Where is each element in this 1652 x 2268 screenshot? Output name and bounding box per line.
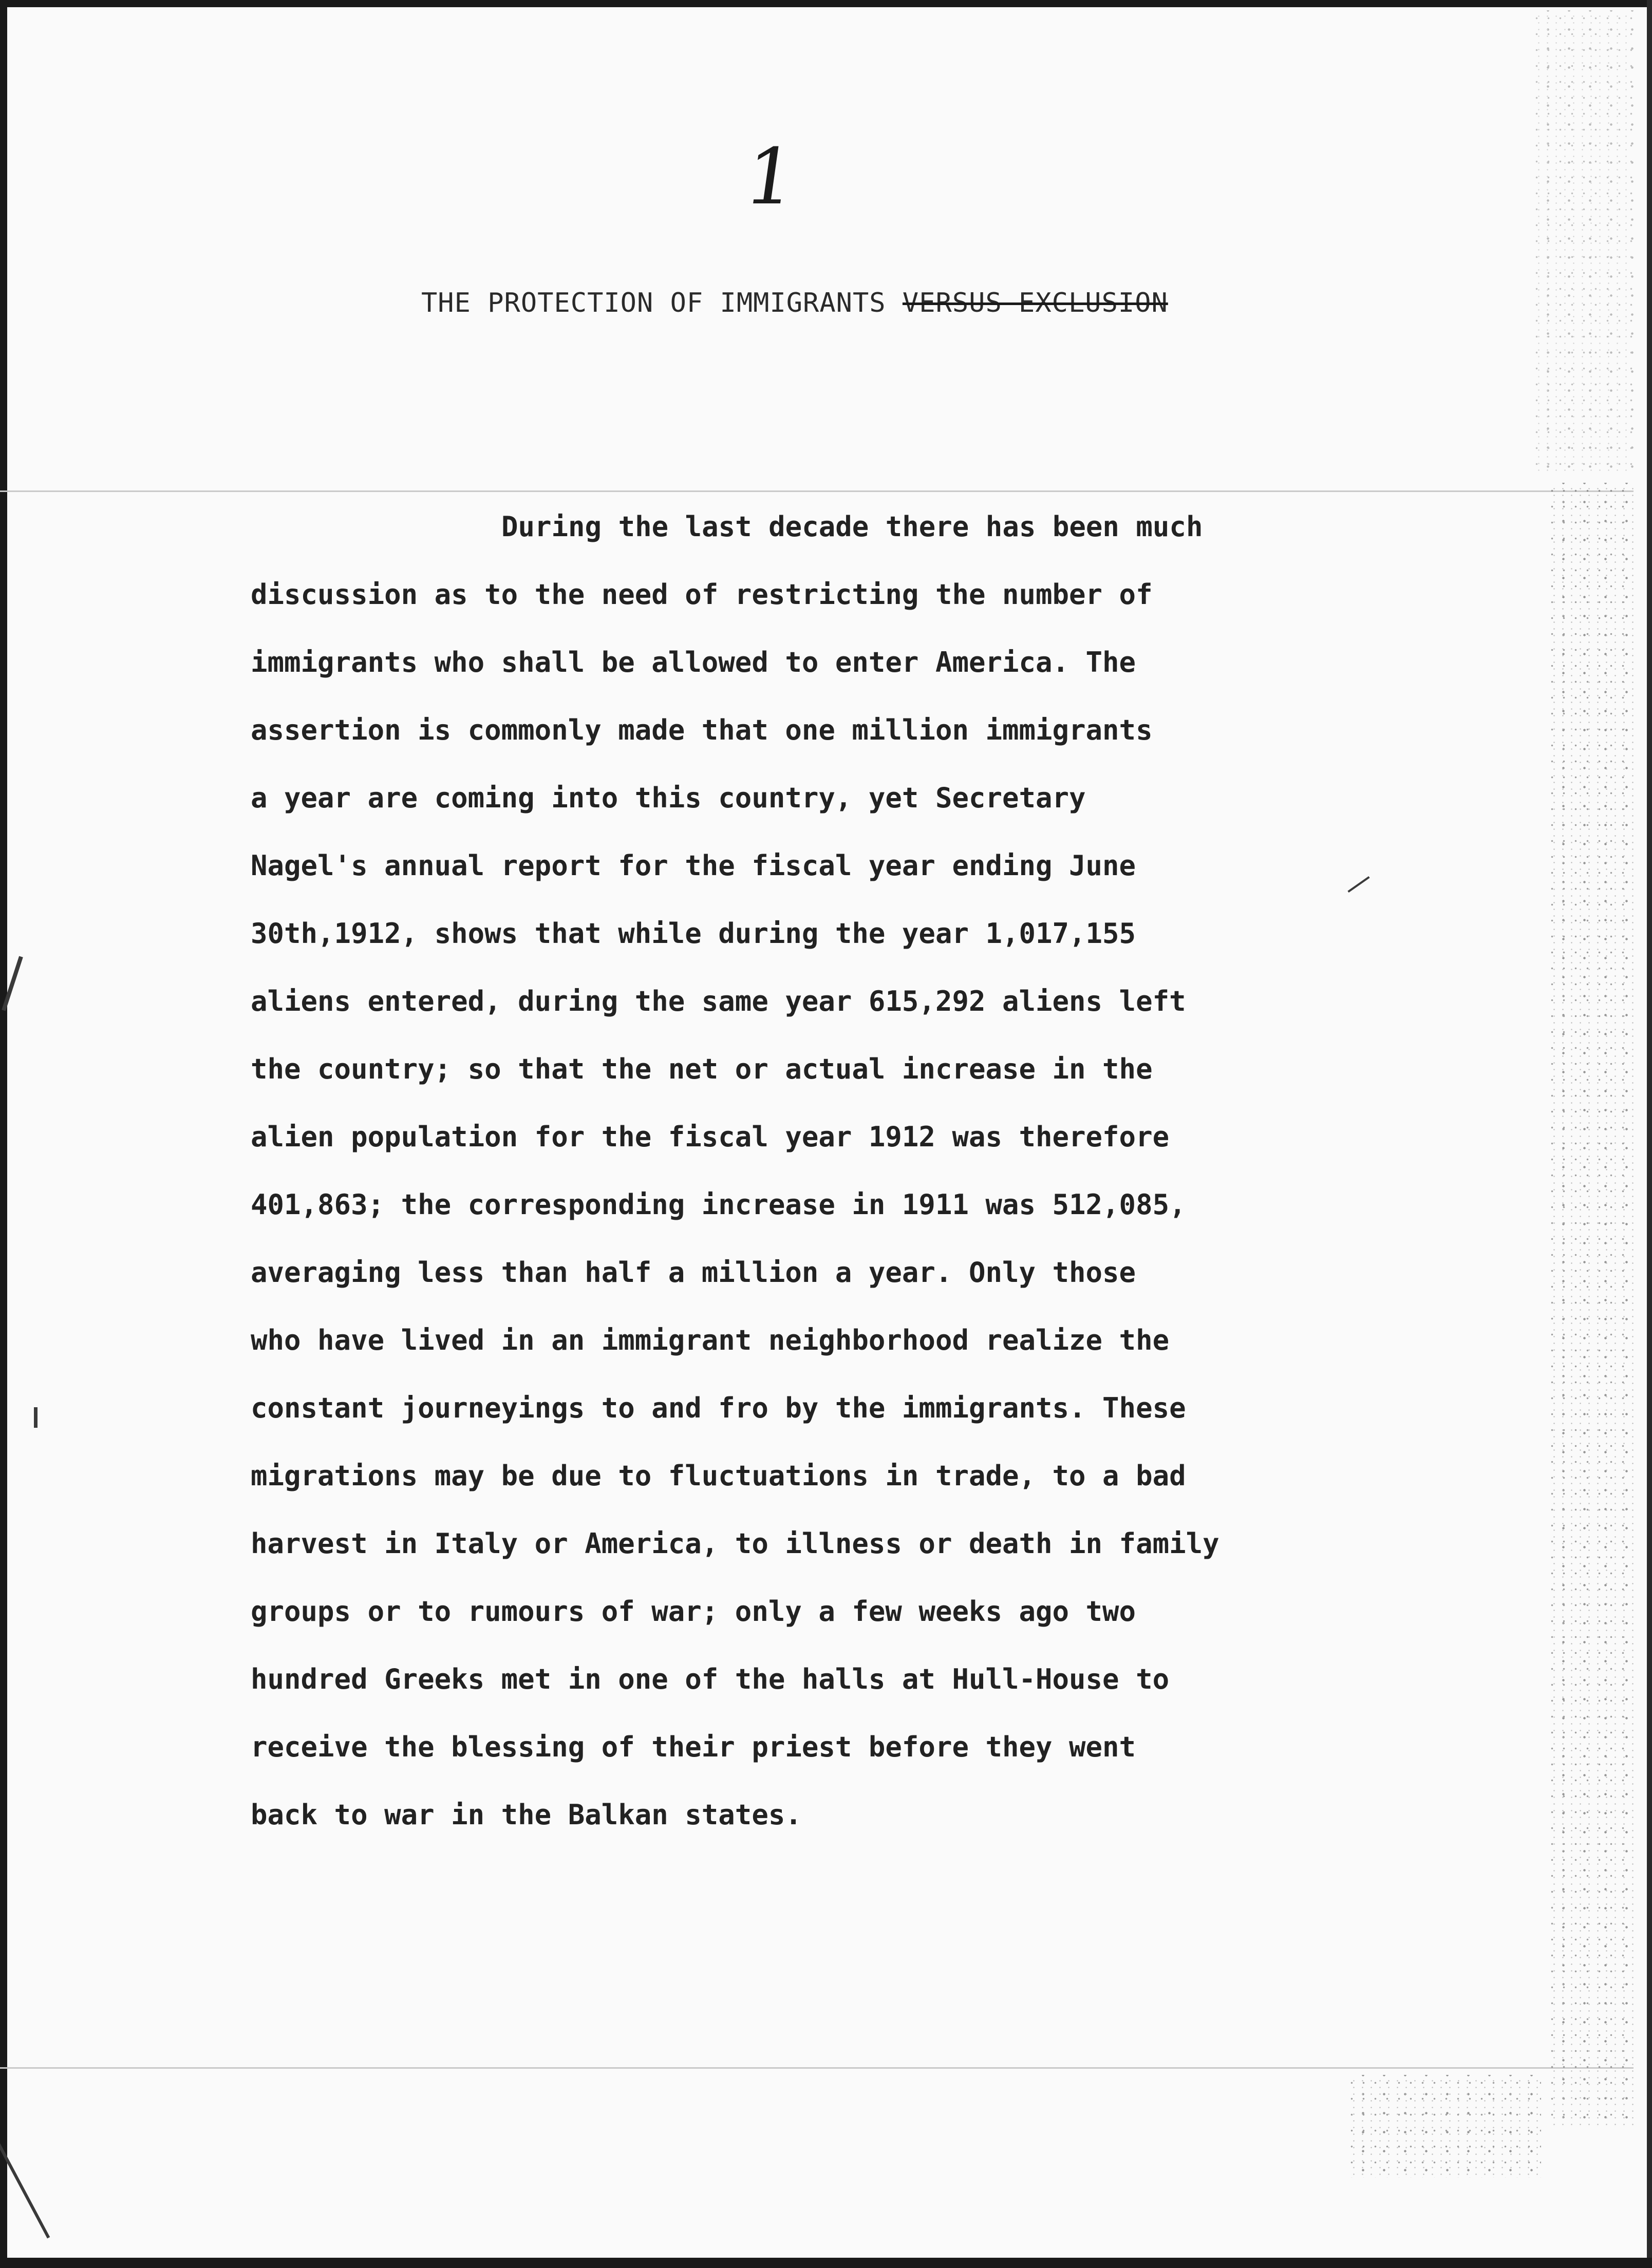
body-line: receive the blessing of their priest before they went: [251, 1731, 1136, 1763]
corner-fold-mark: [0, 2137, 50, 2238]
body-line: During the last decade there has been much: [501, 511, 1203, 543]
body-line: groups or to rumours of war; only a few weeks ago two: [251, 1595, 1136, 1628]
body-line: who have lived in an immigrant neighborhood realize the: [251, 1324, 1170, 1356]
body-line: 401,863; the corresponding increase in 1911 was 512,085,: [251, 1188, 1186, 1221]
scan-border-right: [1647, 0, 1652, 2268]
body-line: constant journeyings to and fro by the immigrants. These: [251, 1392, 1186, 1424]
stray-mark-left-2: [34, 1407, 37, 1428]
body-line: alien population for the fiscal year 1912 was therefore: [251, 1121, 1170, 1153]
scan-border-bottom: [0, 2258, 1652, 2268]
title-main: THE PROTECTION OF IMMIGRANTS: [421, 288, 886, 318]
scan-noise-top-right: [1531, 10, 1634, 472]
body-line: harvest in Italy or America, to illness or death in family: [251, 1527, 1219, 1560]
body-line: immigrants who shall be allowed to enter America. The: [251, 646, 1136, 678]
scan-line-bottom: [0, 2067, 1634, 2069]
scan-noise-bottom-right: [1346, 2075, 1541, 2178]
scan-noise-right-edge: [1546, 483, 1634, 2126]
page-number: 1: [739, 133, 801, 222]
body-text: [251, 493, 1219, 1849]
title-struck: VERSUS EXCLUSION: [902, 288, 1168, 318]
body-line: migrations may be due to fluctuations in trade, to a bad: [251, 1460, 1186, 1492]
body-line: a year are coming into this country, yet Secretary: [251, 782, 1086, 814]
body-line: aliens entered, during the same year 615,292 aliens left: [251, 985, 1186, 1017]
scan-border-left: [0, 0, 7, 2268]
body-line: averaging less than half a million a year. Only those: [251, 1256, 1136, 1289]
body-line: assertion is commonly made that one million immigrants: [251, 714, 1153, 746]
body-line: the country; so that the net or actual increase in the: [251, 1053, 1153, 1085]
body-line: 30th,1912, shows that while during the year 1,017,155: [251, 917, 1136, 950]
body-line: hundred Greeks met in one of the halls at Hull-House to: [251, 1663, 1170, 1695]
body-line: back to war in the Balkan states.: [251, 1799, 802, 1831]
document-title: [421, 285, 1168, 321]
scan-border-top: [0, 0, 1652, 7]
body-line: Nagel's annual report for the fiscal year ending June: [251, 849, 1136, 882]
stray-mark-right: [1347, 876, 1369, 893]
scan-line-top: [0, 490, 1634, 492]
body-line: discussion as to the need of restricting the number of: [251, 578, 1153, 611]
